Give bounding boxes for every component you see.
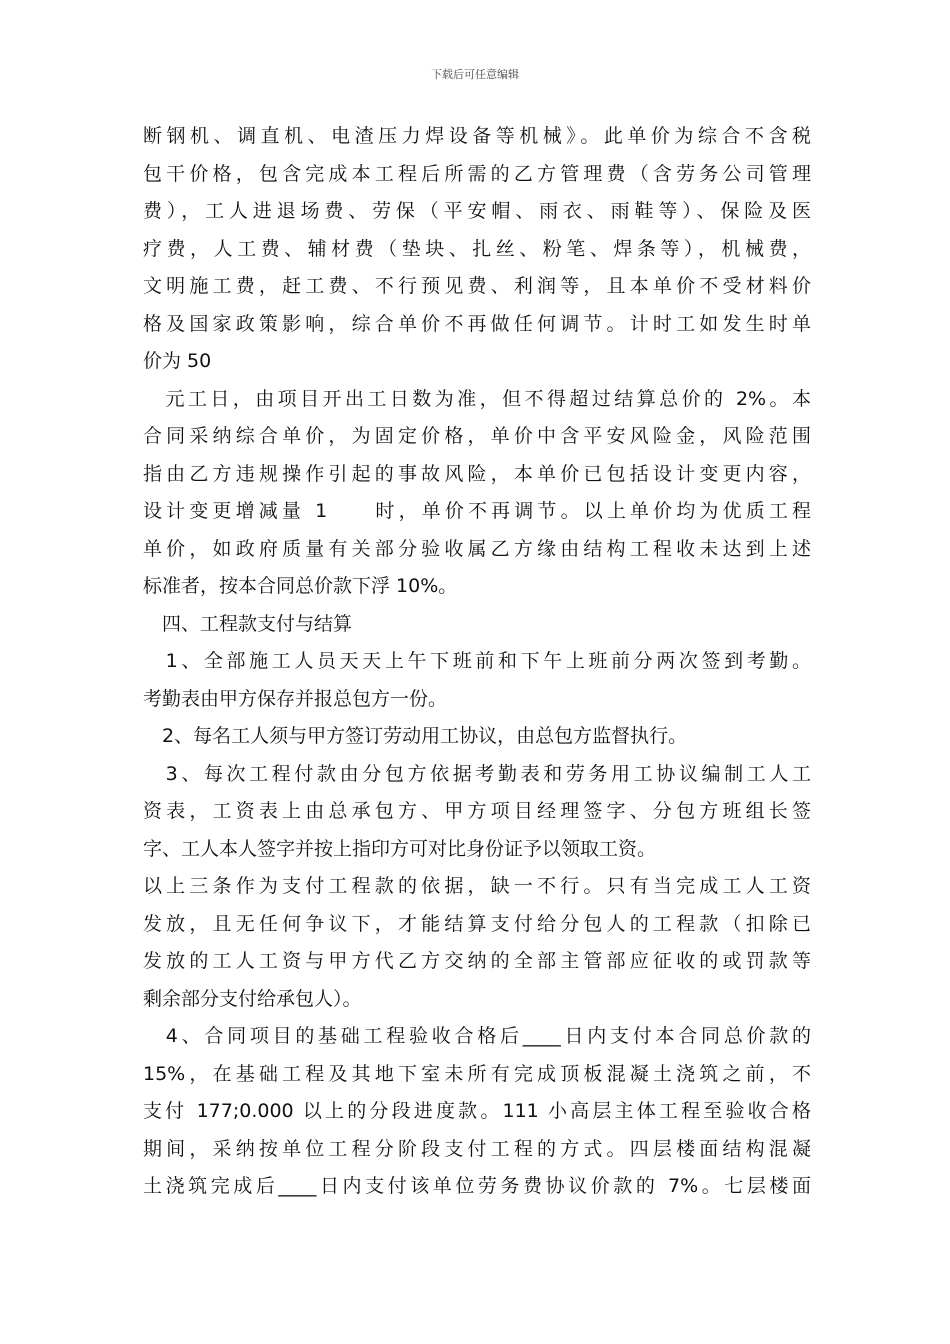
text-line: 发放，且无任何争议下，才能结算支付给分包人的工程款（扣除已	[143, 912, 811, 935]
page-header: 下载后可任意编辑	[431, 68, 519, 81]
text-segment: 设计变更增减量 1	[143, 500, 328, 522]
text-line: 4、合同项目的基础工程验收合格后____日内支付本合同总价款的	[143, 1025, 811, 1047]
text-line: 格及国家政策影响，综合单价不再做任何调节。计时工如发生时单	[143, 312, 811, 335]
text-line: 2、每名工人须与甲方签订劳动用工协议，由总包方监督执行。	[143, 725, 688, 747]
text-line: 合同采纳综合单价，为固定价格，单价中含平安风险金，风险范围	[143, 425, 811, 447]
text-line: 资表，工资表上由总承包方、甲方项目经理签字、分包方班组长签	[143, 800, 811, 822]
text-line: 费），工人进退场费、劳保（平安帽、雨衣、雨鞋等）、保险及医	[143, 200, 811, 222]
text-line: 文明施工费，赶工费、不行预见费、利润等，且本单价不受材料价	[143, 275, 811, 297]
text-line: 包干价格，包含完成本工程后所需的乙方管理费（含劳务公司管理	[143, 162, 811, 185]
text-line: 支付 177;0.000 以上的分段进度款。111 小高层主体工程至验收合格	[143, 1100, 811, 1122]
text-line: 剩余部分支付给承包人）。	[143, 987, 362, 1010]
text-line: 元工日，由项目开出工日数为准，但不得超过结算总价的 2%。本	[143, 387, 811, 410]
text-line: 期间，采纳按单位工程分阶段支付工程的方式。四层楼面结构混凝	[143, 1137, 811, 1160]
text-line: 单价，如政府质量有关部分验收属乙方缘由结构工程收未达到上述	[143, 537, 811, 560]
text-line: 15%，在基础工程及其地下室未所有完成顶板混凝土浇筑之前，不	[143, 1062, 811, 1085]
text-line: 标准者，按本合同总价款下浮 10%。	[143, 575, 458, 597]
text-line: 1、全部施工人员天天上午下班前和下午上班前分两次签到考勤。	[143, 650, 811, 672]
text-line: 指由乙方违规操作引起的事故风险，本单价已包括设计变更内容，	[143, 462, 811, 485]
body-text	[143, 118, 811, 1206]
text-line: 以上三条作为支付工程款的依据，缺一不行。只有当完成工人工资	[143, 875, 811, 897]
text-segment: 时，单价不再调节。以上单价均为优质工程	[371, 500, 811, 522]
text-line: 价为 50	[143, 350, 212, 372]
text-line: 四、工程款支付与结算	[143, 612, 353, 635]
text-line: 断钢机、调直机、电渣压力焊设备等机械》。此单价为综合不含税	[143, 125, 811, 147]
text-line: 发放的工人工资与甲方代乙方交纳的全部主管部应征收的或罚款等	[143, 950, 811, 972]
text-line: 土浇筑完成后____日内支付该单位劳务费协议价款的 7%。七层楼面	[143, 1175, 811, 1197]
text-line: 3、每次工程付款由分包方依据考勤表和劳务用工协议编制工人工	[143, 762, 811, 785]
text-line: 考勤表由甲方保存并报总包方一份。	[143, 687, 448, 710]
text-line: 字、工人本人签字并按上指印方可对比身份证予以领取工资。	[143, 837, 657, 860]
text-line: 疗费，人工费、辅材费（垫块、扎丝、粉笔、焊条等），机械费，	[143, 237, 811, 260]
text-line	[143, 493, 811, 531]
